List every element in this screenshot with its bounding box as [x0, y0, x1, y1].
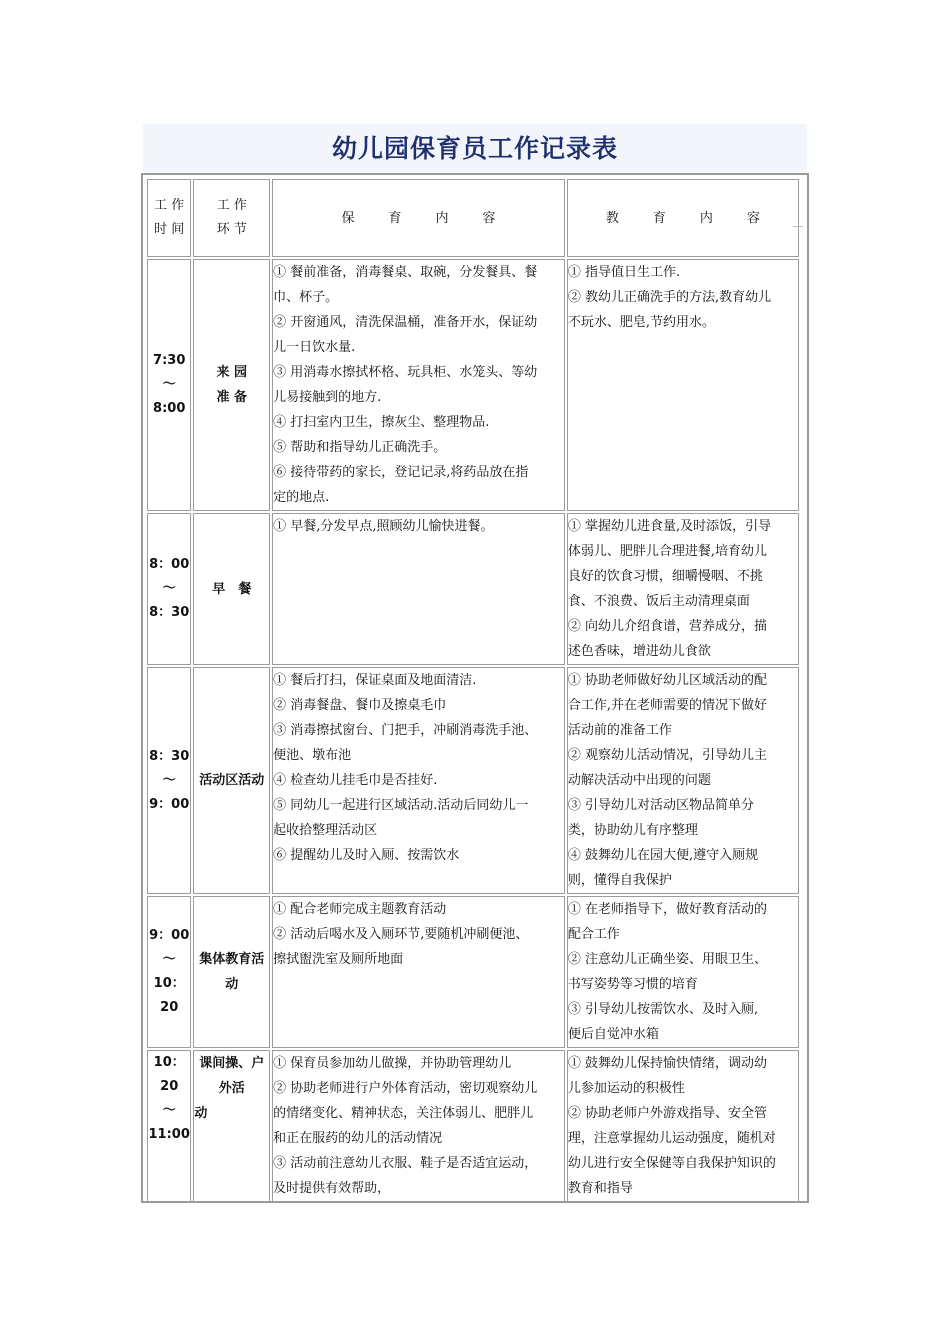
- time-cell: [147, 259, 191, 511]
- edu-cell: [567, 1050, 799, 1202]
- care-line: ① 配合老师完成主题教育活动: [273, 902, 447, 917]
- step-line: 课间操、户: [199, 1056, 265, 1071]
- time-line: ～: [162, 952, 176, 967]
- care-line: ⑤ 同幼儿一起进行区域活动.活动后同幼儿一: [273, 798, 529, 813]
- care-line: ② 消毒餐盘、餐巾及擦桌毛巾: [273, 698, 447, 713]
- time-line: 7:30: [153, 353, 186, 368]
- care-cell: [272, 259, 565, 511]
- header-step: [193, 179, 270, 257]
- header-care-label: 保育内容: [341, 210, 530, 226]
- care-line: 起收拾整理活动区: [273, 823, 378, 838]
- time-line: 8：00: [149, 557, 190, 572]
- edu-line: 则，懂得自我保护: [567, 873, 672, 888]
- step-cell: [193, 667, 270, 894]
- care-line: ③ 活动前注意幼儿衣服、鞋子是否适宜运动，: [273, 1156, 538, 1171]
- care-line: 儿易接触到的地方.: [273, 390, 382, 405]
- care-cell: [272, 896, 565, 1048]
- time-cell: [147, 513, 191, 665]
- care-line: 和正在服药的幼儿的活动情况: [273, 1131, 443, 1146]
- care-line: ⑥ 提醒幼儿及时入厕、按需饮水: [273, 848, 460, 863]
- care-line: ① 早餐,分发早点,照顾幼儿愉快进餐。: [273, 519, 494, 534]
- edu-cell: [567, 259, 799, 511]
- care-line: ④ 打扫室内卫生，擦灰尘、整理物品.: [273, 415, 490, 430]
- page-title: 幼儿园保育员工作记录表: [331, 134, 618, 163]
- edu-line: ② 向幼儿介绍食谱，营养成分，描: [567, 619, 767, 634]
- header-step-line: 工 作: [216, 198, 247, 213]
- step-cell: [193, 1050, 270, 1202]
- header-edu-label: 教育内容: [605, 210, 794, 226]
- edu-line: ① 指导值日生工作.: [567, 265, 681, 280]
- edu-line: 理，注意掌握幼儿运动强度，随机对: [567, 1131, 776, 1146]
- step-cell: [193, 259, 270, 511]
- care-cell: [272, 513, 565, 665]
- step-line: 动: [225, 977, 239, 992]
- edu-line: 体弱儿、肥胖儿合理进餐,培育幼儿: [567, 544, 767, 559]
- care-line: 巾、杯子。: [273, 290, 339, 305]
- care-line: ③ 用消毒水擦拭杯格、玩具柜、水笼头、等幼: [273, 365, 538, 380]
- edu-line: ① 在老师指导下，做好教育活动的: [567, 902, 767, 917]
- step-line: 动: [194, 1106, 208, 1121]
- table-row: [147, 667, 799, 894]
- care-line: ① 餐后打扫，保证桌面及地面清洁.: [273, 673, 477, 688]
- time-line: 11:00: [148, 1127, 190, 1142]
- edu-cell: [567, 667, 799, 894]
- edu-line: ② 观察幼儿活动情况，引导幼儿主: [567, 748, 767, 763]
- care-line: ② 开窗通风，清洗保温桶，准备开水，保证幼: [273, 315, 538, 330]
- care-line: 儿一日饮水量.: [273, 340, 356, 355]
- edu-line: 食、不浪费、饭后主动清理桌面: [567, 594, 750, 609]
- edu-line: 述色香味，增进幼儿食欲: [567, 644, 711, 659]
- step-line: 准 备: [216, 390, 248, 405]
- edu-line: ① 鼓舞幼儿保持愉快情绪，调动幼: [567, 1056, 767, 1071]
- header-care: [272, 179, 565, 257]
- step-line: 早 餐: [212, 581, 252, 597]
- edu-line: 书写姿势等习惯的培育: [567, 977, 698, 992]
- time-line: 10：: [153, 1055, 185, 1070]
- edu-line: 教育和指导: [567, 1181, 633, 1196]
- header-edu: [567, 179, 799, 257]
- header-time-line: 时 间: [154, 222, 185, 237]
- record-table: [141, 173, 809, 1203]
- step-line: 来 园: [216, 365, 248, 380]
- care-line: 及时提供有效帮助，: [273, 1181, 391, 1196]
- care-line: ① 餐前准备，消毒餐桌、取碗，分发餐具、餐: [273, 265, 538, 280]
- care-line: ② 活动后喝水及入厕环节,要随机冲刷便池、: [273, 927, 529, 942]
- table-row: [147, 259, 799, 511]
- care-line: 擦拭盥洗室及厕所地面: [273, 952, 404, 967]
- table-row: [147, 896, 799, 1048]
- edu-line: ④ 鼓舞幼儿在园大便,遵守入厕规: [567, 848, 759, 863]
- time-line: 20: [160, 1079, 179, 1094]
- step-line: 集体教育活: [199, 952, 265, 967]
- edu-line: 活动前的准备工作: [567, 723, 672, 738]
- edu-line: 动解决活动中出现的问题: [567, 773, 711, 788]
- time-line: 10：: [153, 976, 185, 991]
- care-line: 的情绪变化、精神状态，关注体弱儿、肥胖儿: [273, 1106, 534, 1121]
- care-cell: [272, 667, 565, 894]
- edu-line: 配合工作: [567, 927, 620, 942]
- title-banner: [143, 124, 807, 172]
- table-row: [147, 1050, 799, 1202]
- time-line: ～: [162, 1103, 176, 1118]
- time-cell: [147, 667, 191, 894]
- care-line: ⑥ 接待带药的家长，登记记录,将药品放在指: [273, 465, 529, 480]
- time-line: ～: [162, 581, 176, 596]
- edu-line: ③ 引导幼儿按需饮水、及时入厕,: [567, 1002, 759, 1017]
- time-line: 8：30: [149, 605, 190, 620]
- care-line: ① 保育员参加幼儿做操，并协助管理幼儿: [273, 1056, 512, 1071]
- record-table-grid: [145, 177, 801, 1204]
- edu-cell: [567, 513, 799, 665]
- edu-line: ② 教幼儿正确洗手的方法,教育幼儿: [567, 290, 772, 305]
- time-line: 9：00: [149, 796, 190, 812]
- time-line: 8：30: [149, 748, 190, 764]
- edu-line: 合工作,并在老师需要的情况下做好: [567, 698, 767, 713]
- header-time: [147, 179, 191, 257]
- time-line: ～: [162, 377, 176, 392]
- table-row: [147, 513, 799, 665]
- edu-line: 便后自觉冲水箱: [567, 1027, 659, 1042]
- edu-cell: [567, 896, 799, 1048]
- edu-line: 良好的饮食习惯，细嚼慢咽、不挑: [567, 569, 763, 584]
- care-line: ③ 消毒擦拭窗台、门把手，冲刷消毒洗手池、: [273, 723, 538, 738]
- edu-line: ② 注意幼儿正确坐姿、用眼卫生、: [567, 952, 767, 967]
- edu-line: ③ 引导幼儿对活动区物品简单分: [567, 798, 754, 813]
- header-time-line: 工 作: [154, 198, 185, 213]
- time-line: 20: [160, 1000, 179, 1015]
- care-line: 定的地点.: [273, 490, 330, 505]
- care-line: 便池、墩布池: [273, 748, 352, 763]
- step-cell: [193, 513, 270, 665]
- care-line: ② 协助老师进行户外体育活动，密切观察幼儿: [273, 1081, 538, 1096]
- step-line: 外活: [218, 1081, 245, 1096]
- step-line: 活动区活动: [199, 773, 265, 788]
- time-line: 9：00: [149, 928, 190, 943]
- step-cell: [193, 896, 270, 1048]
- time-line: 8:00: [153, 401, 186, 416]
- care-line: ④ 检查幼儿挂毛巾是否挂好.: [273, 773, 438, 788]
- care-line: ⑤ 帮助和指导幼儿正确洗手。: [273, 440, 447, 455]
- edu-line: 幼儿进行安全保健等自我保护知识的: [567, 1156, 776, 1171]
- care-cell: [272, 1050, 565, 1202]
- edu-line: 儿参加运动的积极性: [567, 1081, 685, 1096]
- edu-line: ① 掌握幼儿进食量,及时添饭，引导: [567, 519, 772, 534]
- edu-line: 不玩水、肥皂,节约用水。: [567, 315, 715, 330]
- time-cell: [147, 896, 191, 1048]
- header-row: [147, 179, 799, 257]
- header-step-line: 环 节: [216, 222, 247, 237]
- edu-line: ① 协助老师做好幼儿区域活动的配: [567, 673, 767, 688]
- edu-line: ② 协助老师户外游戏指导、安全管: [567, 1106, 767, 1121]
- edu-line: 类，协助幼儿有序整理: [567, 823, 698, 838]
- time-cell: [147, 1050, 191, 1202]
- time-line: ～: [162, 772, 176, 788]
- table-edge-mark: [793, 226, 803, 227]
